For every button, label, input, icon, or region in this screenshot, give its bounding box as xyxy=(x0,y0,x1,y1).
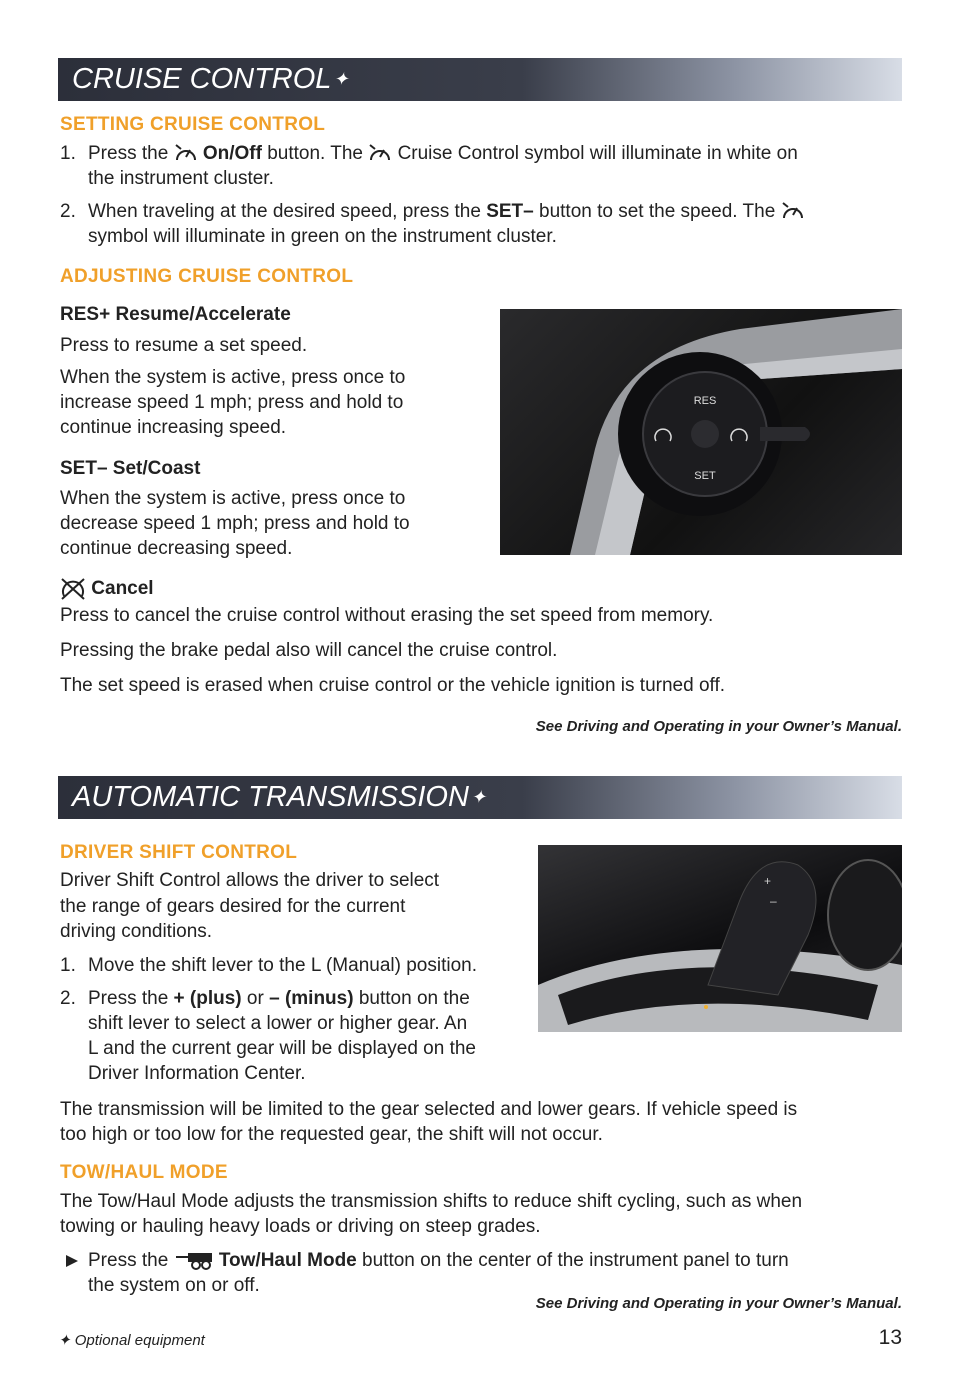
transmission-banner-title: AUTOMATIC TRANSMISSION xyxy=(72,781,469,813)
tow-haul-icon xyxy=(174,1252,214,1270)
limit-text-1: The transmission will be limited to the gear selected and lower gears. If vehicle speed is xyxy=(60,1099,798,1120)
res-button-label: RES xyxy=(693,395,717,407)
shift-step-2: 2. Press the + (plus) or – (minus) button on the shift lever to select a lower or higher gear. An L and the current gear will be displayed on the Driver Information Center. xyxy=(60,988,476,1084)
tow-bullet: Press the Tow/Haul Mode button on the center of the instrument panel to turn the system on or off. xyxy=(60,1249,900,1299)
set-title: SET– Set/Coast xyxy=(60,458,201,479)
cruise-control-icon xyxy=(174,143,198,165)
shift-lever-illustration xyxy=(538,845,902,1032)
automatic-transmission-banner xyxy=(58,776,902,819)
driver-shift-heading: DRIVER SHIFT CONTROL xyxy=(60,842,298,863)
dsc-text-1: Driver Shift Control allows the driver to select xyxy=(60,870,440,891)
adjusting-cruise-heading: ADJUSTING CRUISE CONTROL xyxy=(60,266,354,287)
svg-text:+: + xyxy=(764,874,772,888)
cruise-control-icon xyxy=(368,143,392,165)
setting-step-1: 1. Press the On/Off button. The Cruise Control symbol will illuminate in white on the instrument cluster. xyxy=(60,143,798,189)
cancel-title: Cancel xyxy=(91,578,154,600)
page-number: 13 xyxy=(878,1326,902,1349)
optional-star-icon: ✦ xyxy=(333,69,349,89)
transmission-see-manual: See Driving and Operating in your Owner’s Manual. xyxy=(535,1295,902,1312)
set-text-1: When the system is active, press once to xyxy=(60,488,406,509)
cruise-see-manual: See Driving and Operating in your Owner’s Manual. xyxy=(535,718,902,735)
tow-text-2: towing or hauling heavy loads or driving on steep grades. xyxy=(60,1216,541,1237)
res-text-4: continue increasing speed. xyxy=(60,417,287,438)
dsc-text-2: the range of gears desired for the current xyxy=(60,896,406,917)
cancel-cruise-icon xyxy=(60,577,86,601)
optional-equipment-note: ✦ Optional equipment xyxy=(58,1332,205,1349)
res-text-3: increase speed 1 mph; press and hold to xyxy=(60,392,404,413)
steering-wheel-photo xyxy=(500,309,902,555)
svg-text:–: – xyxy=(770,894,777,908)
limit-text-2: too high or too low for the requested gear, the shift will not occur. xyxy=(60,1124,603,1145)
bullet-arrow-icon xyxy=(66,1255,78,1267)
cancel-text-1: Press to cancel the cruise control without erasing the set speed from memory. xyxy=(60,605,714,626)
res-text-2: When the system is active, press once to xyxy=(60,367,406,388)
set-text-3: continue decreasing speed. xyxy=(60,538,293,559)
setting-cruise-heading: SETTING CRUISE CONTROL xyxy=(60,114,326,135)
shift-lever-photo xyxy=(538,845,902,1032)
cruise-control-banner xyxy=(58,58,902,101)
set-button-label: SET xyxy=(694,470,716,482)
optional-star-icon: ✦ xyxy=(470,787,486,807)
cancel-text-2: Pressing the brake pedal also will cancel the cruise control. xyxy=(60,640,558,661)
steering-wheel-illustration xyxy=(500,309,902,555)
cancel-title-row xyxy=(60,577,154,601)
shift-step-1: 1. Move the shift lever to the L (Manual) position. xyxy=(60,955,477,976)
res-title: RES+ Resume/Accelerate xyxy=(60,304,291,325)
cruise-control-icon xyxy=(781,201,805,223)
dsc-text-3: driving conditions. xyxy=(60,921,213,942)
cruise-banner-title: CRUISE CONTROL xyxy=(72,63,332,95)
tow-text-1: The Tow/Haul Mode adjusts the transmission shifts to reduce shift cycling, such as when xyxy=(60,1191,803,1212)
setting-step-2: 2. When traveling at the desired speed, press the SET– button to set the speed. The symbol will illuminate in green on the instrument cluster. xyxy=(60,200,900,250)
cancel-text-3: The set speed is erased when cruise control or the vehicle ignition is turned off. xyxy=(60,675,726,696)
optional-star-icon: ✦ xyxy=(58,1332,71,1349)
tow-haul-heading: TOW/HAUL MODE xyxy=(60,1162,228,1183)
res-text-1: Press to resume a set speed. xyxy=(60,335,308,356)
set-text-2: decrease speed 1 mph; press and hold to xyxy=(60,513,410,534)
